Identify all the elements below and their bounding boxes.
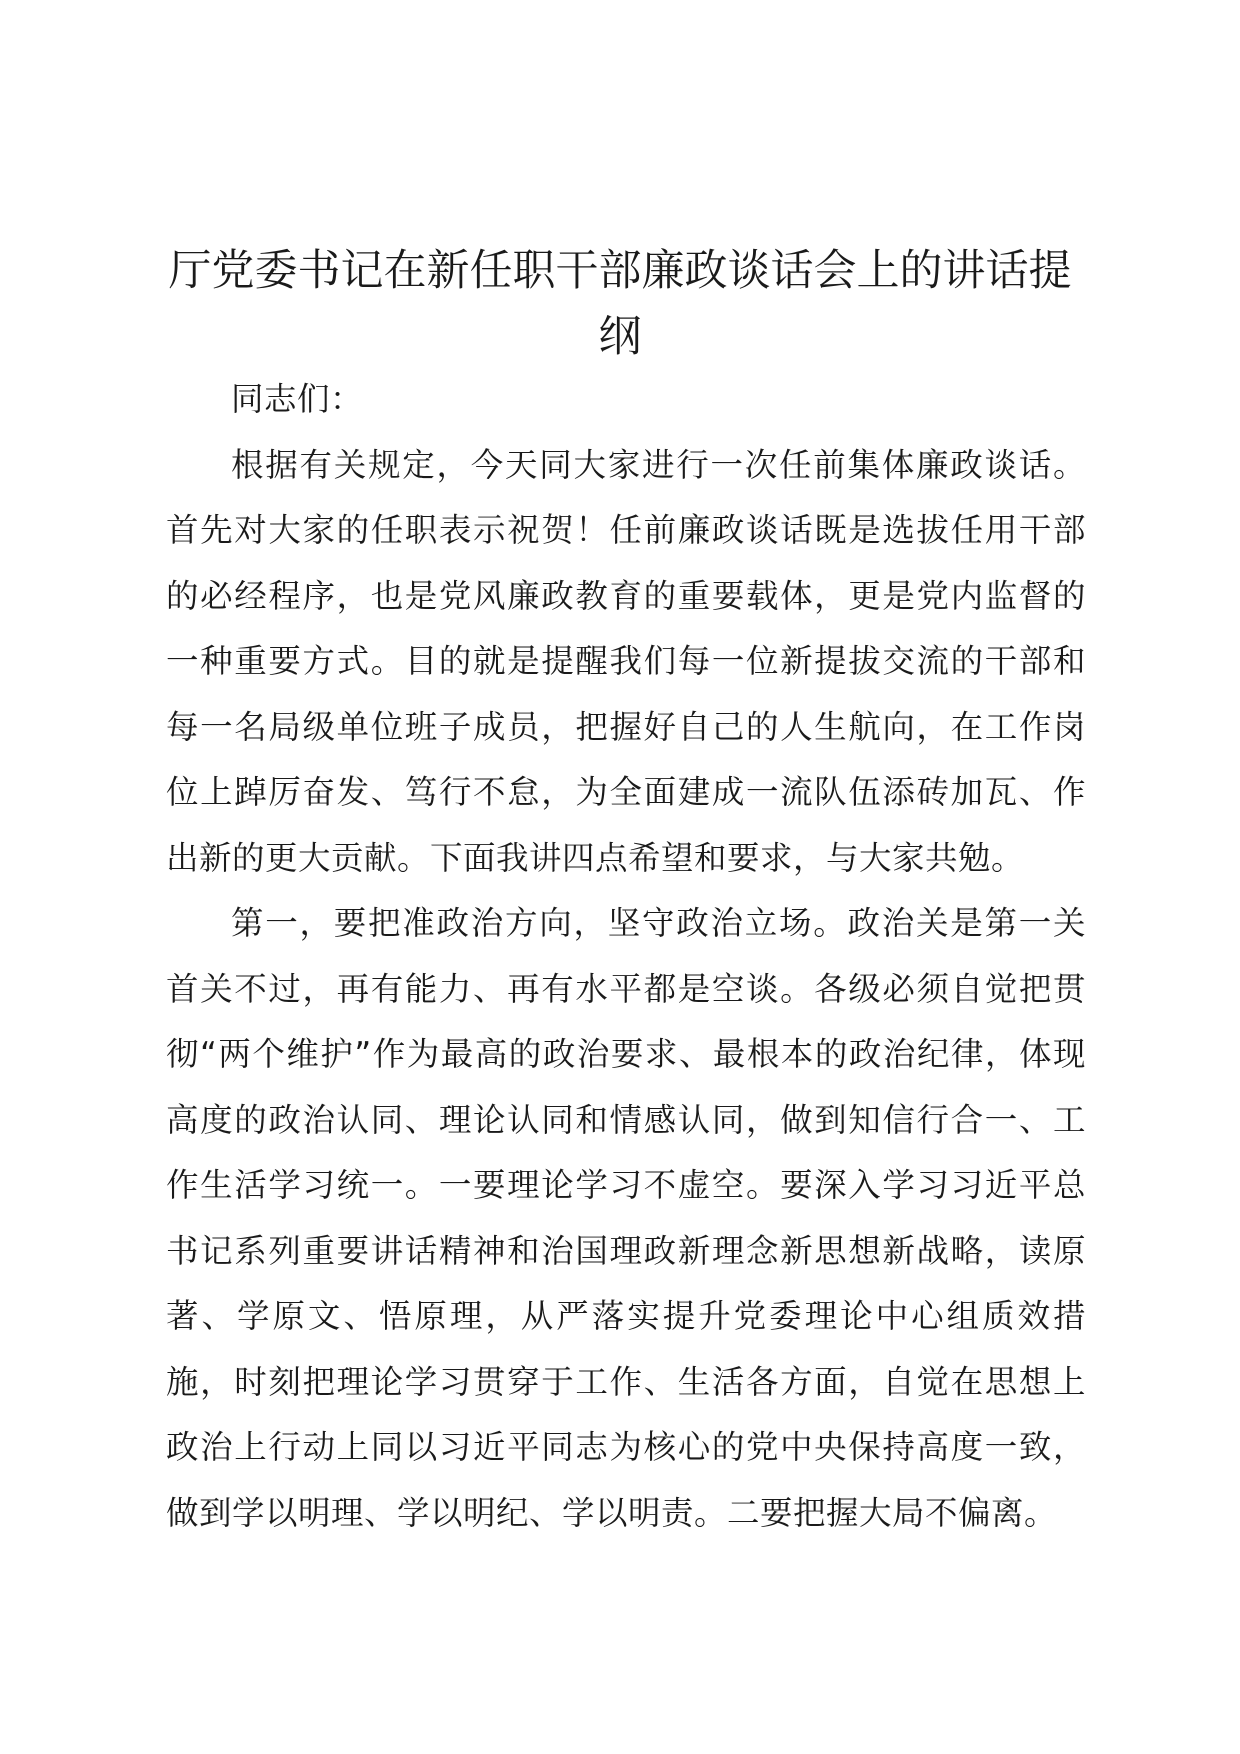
document-body (166, 367, 1086, 1546)
document-title: 厅党委书记在新任职干部廉政谈话会上的讲话提纲 (168, 246, 1072, 362)
first-point-paragraph: 第一，要把准政治方向，坚守政治立场。政治关是第一关首关不过，再有能力、再有水平都是空谈。各级必须自觉把贯彻“两个维护”作为最高的政治要求、最根本的政治纪律，体现高度的政治认同、理论认同和情感认同，做到知信行合一、工作生活学习统一。一要理论学习不虚空。要深入学习习近平总书记系列重要讲话精神和治国理政新理念新思想新战略，读原著、学原文、悟原理，从严落实提升党委理论中心组质效措施，时刻把理论学习贯穿于工作、生活各方面，自觉在思想上政治上行动上同以习近平同志为核心的党中央保持高度一致，做到学以明理、学以明纪、学以明责。二要把握大局不偏离。 (166, 904, 1086, 1532)
intro-paragraph: 根据有关规定，今天同大家进行一次任前集体廉政谈话。首先对大家的任职表示祝贺！任前廉政谈话既是选拔任用干部的必经程序，也是党风廉政教育的重要载体，更是党内监督的一种重要方式。目的就是提醒我们每一位新提拔交流的干部和每一名局级单位班子成员，把握好自己的人生航向，在工作岗位上踔厉奋发、笃行不怠，为全面建成一流队伍添砖加瓦、作出新的更大贡献。下面我讲四点希望和要求，与大家共勉。 (166, 445, 1086, 877)
salutation-paragraph: 同志们： (231, 380, 364, 418)
